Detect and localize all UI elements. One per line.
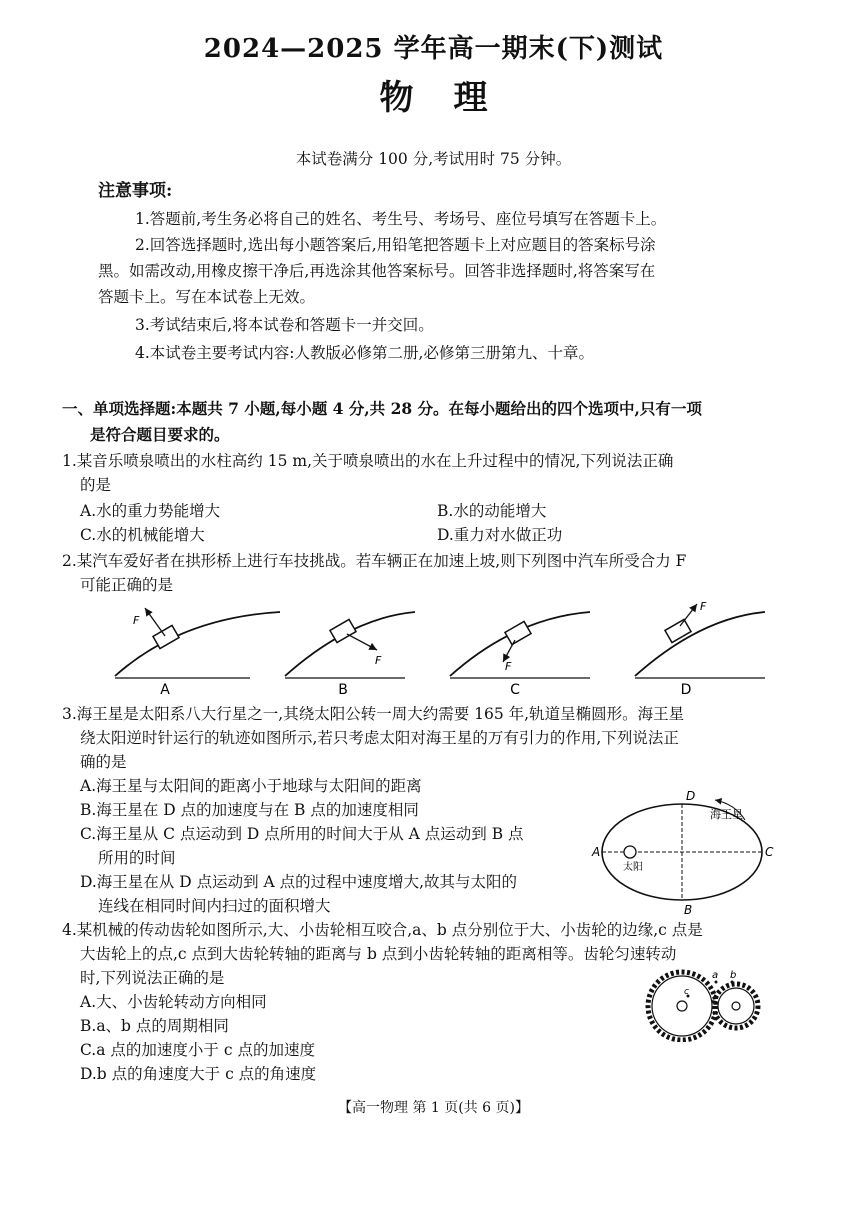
sun-label: 太阳: [623, 862, 643, 873]
planet-label: 海王星: [710, 808, 743, 821]
q2-stem-2: 可能正确的是: [80, 576, 174, 594]
q2-figure-d: [635, 600, 765, 698]
q3-option-d-2: 连线在相同时间内扫过的面积增大: [98, 897, 331, 915]
q3-option-c-2: 所用的时间: [98, 849, 176, 867]
note-1: 1.答题前,考生务必将自己的姓名、考生号、考场号、座位号填写在答题卡上。: [135, 210, 667, 228]
q4-gear-figure: [640, 966, 780, 1042]
q2-b-force-label: F: [375, 654, 382, 667]
note-2a: 2.回答选择题时,选出每小题答案后,用铅笔把答题卡上对应题目的答案标号涂: [135, 236, 656, 254]
q1-option-d: D.重力对水做正功: [437, 526, 563, 544]
notes-heading: 注意事项:: [98, 181, 173, 201]
q2-label-c: C: [510, 682, 520, 698]
q3-option-b: B.海王星在 D 点的加速度与在 B 点的加速度相同: [80, 801, 419, 819]
note-3: 3.考试结束后,将本试卷和答题卡一并交回。: [135, 316, 434, 334]
note-2b: 黑。如需改动,用橡皮擦干净后,再选涂其他答案标号。回答非选择题时,将答案写在: [98, 262, 656, 280]
q2-label-a: A: [160, 682, 170, 698]
q3-stem-1: 3.海王星是太阳系八大行星之一,其绕太阳公转一周大约需要 165 年,轨道呈椭圆形。海王星: [62, 705, 685, 723]
q4-option-d: D.b 点的角速度大于 c 点的角速度: [80, 1065, 317, 1083]
gear-point-c-label: c: [684, 987, 689, 997]
q3-option-c-1: C.海王星从 C 点运动到 D 点所用的时间大于从 A 点运动到 B 点: [80, 825, 524, 843]
point-a-label: A: [592, 845, 601, 859]
q2-d-force-label: F: [700, 600, 707, 613]
point-b-label: B: [684, 903, 693, 917]
q1-option-b: B.水的动能增大: [437, 502, 547, 520]
gear-point-b-label: b: [730, 970, 737, 981]
q3-option-a: A.海王星与太阳间的距离小于地球与太阳间的距离: [80, 777, 422, 795]
q1-option-a: A.水的重力势能增大: [80, 502, 221, 520]
q4-stem-3: 时,下列说法正确的是: [80, 969, 225, 987]
q2-stem-1: 2.某汽车爱好者在拱形桥上进行车技挑战。若车辆正在加速上坡,则下列图中汽车所受合力 F: [62, 552, 687, 570]
point-c-label: C: [765, 845, 774, 859]
sun-icon: [624, 846, 636, 858]
q3-stem-3: 确的是: [80, 753, 127, 771]
note-4: 4.本试卷主要考试内容:人教版必修第二册,必修第三册第九、十章。: [135, 344, 594, 362]
gear-point-a-label: a: [712, 970, 719, 981]
q4-option-c: C.a 点的加速度小于 c 点的加速度: [80, 1041, 315, 1059]
q2-label-d: D: [680, 682, 692, 698]
q1-stem-1: 1.某音乐喷泉喷出的水柱高约 15 m,关于喷泉喷出的水在上升过程中的情况,下列说法正确: [62, 452, 674, 470]
subject-title: 物理: [379, 78, 528, 118]
q4-option-b: B.a、b 点的周期相同: [80, 1017, 229, 1035]
q4-stem-2: 大齿轮上的点,c 点到大齿轮转轴的距离与 b 点到小齿轮转轴的距离相等。齿轮匀速转动: [80, 945, 677, 963]
q2-a-force-label: F: [133, 614, 140, 627]
q1-option-c: C.水的机械能增大: [80, 526, 205, 544]
section1-line2: 是符合题目要求的。: [90, 425, 230, 444]
exam-title: 2024—2025 学年高一期末(下)测试: [203, 34, 664, 64]
section1-line1: 一、单项选择题:本题共 7 小题,每小题 4 分,共 28 分。在每小题给出的四个选项中,只有一项: [62, 399, 702, 418]
q3-option-d-1: D.海王星在从 D 点运动到 A 点的过程中速度增大,故其与太阳的: [80, 873, 518, 891]
q2-c-force-label: F: [505, 660, 512, 673]
q2-figure-a: [115, 608, 280, 698]
point-d-label: D: [686, 790, 696, 803]
page-footer: 【高一物理 第 1 页(共 6 页)】: [338, 1100, 529, 1116]
q2-figures: [85, 598, 845, 698]
q1-stem-2: 的是: [80, 476, 112, 494]
q2-figure-c: [450, 612, 590, 698]
q4-option-a: A.大、小齿轮转动方向相同: [80, 993, 267, 1011]
q4-stem-1: 4.某机械的传动齿轮如图所示,大、小齿轮相互咬合,a、b 点分别位于大、小齿轮的边缘,c 点是: [62, 921, 703, 939]
q2-figure-b: [285, 612, 415, 698]
large-gear-icon: [648, 970, 719, 1040]
exam-info: 本试卷满分 100 分,考试用时 75 分钟。: [295, 150, 572, 168]
note-2c: 答题卡上。写在本试卷上无效。: [98, 288, 316, 306]
small-gear-icon: [714, 984, 758, 1028]
q3-stem-2: 绕太阳逆时针运行的轨迹如图所示,若只考虑太阳对海王星的万有引力的作用,下列说法正: [80, 729, 679, 747]
q2-label-b: B: [338, 682, 348, 698]
q3-orbit-figure: [590, 790, 790, 930]
